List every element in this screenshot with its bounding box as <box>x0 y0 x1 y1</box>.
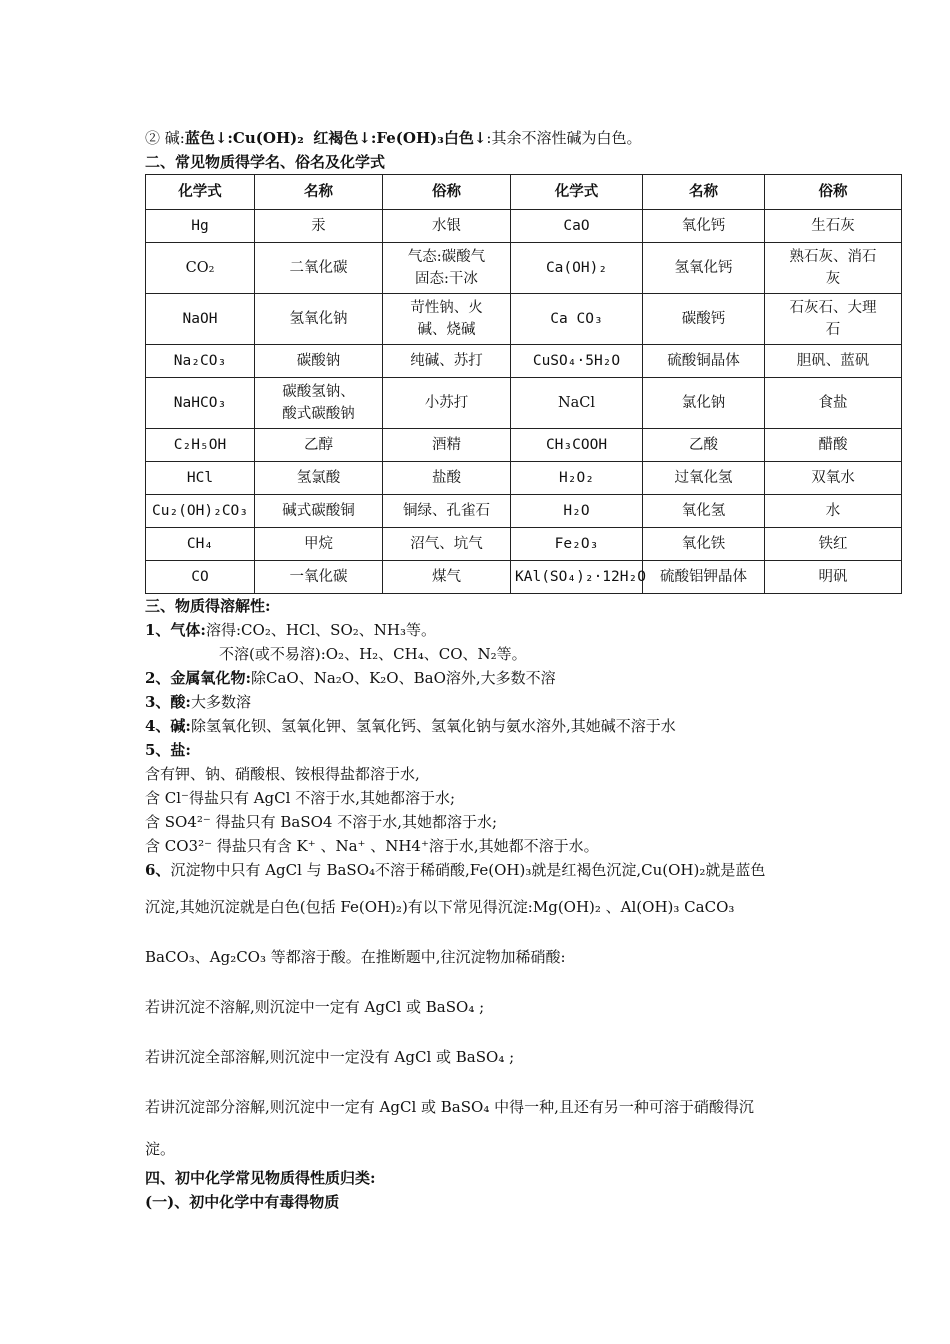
table-row <box>146 462 902 495</box>
table-cell: 氧化氢 <box>643 495 765 528</box>
table-cell: 苛性钠、火 碱、烧碱 <box>383 294 511 345</box>
table-row <box>146 345 902 378</box>
table-cell: CO₂ <box>146 243 255 294</box>
oxide-label: 2、金属氧化物: <box>145 669 251 687</box>
table-cell: 水银 <box>383 210 511 243</box>
table-cell: CaO <box>511 210 643 243</box>
table-row <box>146 561 902 594</box>
precipitate-label: 6、 <box>145 861 171 879</box>
section-3-title: 三、物质得溶解性: <box>145 597 271 615</box>
table-cell: NaOH <box>146 294 255 345</box>
precipitate-line-2: 沉淀,其她沉淀就是白色(包括 Fe(OH)₂)有以下常见得沉淀:Mg(OH)₂ 、Al(OH)₃ CaCO₃ <box>145 898 735 916</box>
table-cell: 小苏打 <box>383 378 511 429</box>
substance-table <box>145 174 902 594</box>
table-cell: Cu₂(OH)₂CO₃ <box>146 495 255 528</box>
table-cell: 氢氧化钠 <box>255 294 383 345</box>
gas-insoluble-line: 不溶(或不易溶):O₂、H₂、CH₄、CO、N₂等。 <box>219 645 527 663</box>
table-cell: 甲烷 <box>255 528 383 561</box>
table-cell: 汞 <box>255 210 383 243</box>
acid-text: 大多数溶 <box>190 693 251 711</box>
salt-line-1: 含有钾、钠、硝酸根、铵根得盐都溶于水, <box>145 765 420 783</box>
gas-line <box>145 618 905 642</box>
table-cell: 石灰石、大理 石 <box>765 294 902 345</box>
gas-label: 1、气体: <box>145 621 206 639</box>
blue-precipitate: 蓝色↓:Cu(OH)₂ <box>184 129 304 147</box>
table-cell: 碳酸氢钠、 酸式碳酸钠 <box>255 378 383 429</box>
table-row <box>146 378 902 429</box>
table-header-cell: 俗称 <box>765 175 902 210</box>
table-cell: 水 <box>765 495 902 528</box>
table-cell: H₂O₂ <box>511 462 643 495</box>
table-cell: 醋酸 <box>765 429 902 462</box>
table-cell: 一氧化碳 <box>255 561 383 594</box>
table-cell: Na₂CO₃ <box>146 345 255 378</box>
precipitate-line-7: 淀。 <box>145 1140 176 1158</box>
table-cell: NaHCO₃ <box>146 378 255 429</box>
salt-line-3: 含 SO4²⁻ 得盐只有 BaSO4 不溶于水,其她都溶于水; <box>145 813 498 831</box>
section-4-title: 四、初中化学常见物质得性质归类: <box>145 1169 376 1187</box>
table-cell: 二氧化碳 <box>255 243 383 294</box>
white-precipitate: 白色↓ <box>443 129 487 147</box>
salt-label: 5、盐: <box>145 741 191 759</box>
table-row <box>146 243 902 294</box>
precipitate-line-1 <box>145 858 905 882</box>
base-color-line <box>145 126 905 150</box>
table-cell: 沼气、坑气 <box>383 528 511 561</box>
table-cell: 生石灰 <box>765 210 902 243</box>
base-rest: :其余不溶性碱为白色。 <box>486 129 642 147</box>
salt-line-2: 含 Cl⁻得盐只有 AgCl 不溶于水,其她都溶于水; <box>145 789 456 807</box>
table-cell: 氧化钙 <box>643 210 765 243</box>
section-2-title: 二、常见物质得学名、俗名及化学式 <box>145 153 386 171</box>
table-cell: 氢氯酸 <box>255 462 383 495</box>
table-header-cell: 名称 <box>255 175 383 210</box>
table-cell: 铜绿、孔雀石 <box>383 495 511 528</box>
table-cell: 碳酸钠 <box>255 345 383 378</box>
table-cell: 碱式碳酸铜 <box>255 495 383 528</box>
table-cell: 气态:碳酸气 固态:干冰 <box>383 243 511 294</box>
table-cell: 过氧化氢 <box>643 462 765 495</box>
precipitate-line-6: 若讲沉淀部分溶解,则沉淀中一定有 AgCl 或 BaSO₄ 中得一种,且还有另一种可溶于硝酸得沉 <box>145 1098 754 1116</box>
table-cell: 碳酸钙 <box>643 294 765 345</box>
table-cell: 酒精 <box>383 429 511 462</box>
base-line <box>145 714 905 738</box>
table-header-row <box>146 175 902 210</box>
table-cell: KAl(SO₄)₂·12H₂O <box>511 561 643 594</box>
table-cell: NaCl <box>511 378 643 429</box>
table-cell: 硫酸铜晶体 <box>643 345 765 378</box>
base-label: 4、碱: <box>145 717 191 735</box>
table-cell: 明矾 <box>765 561 902 594</box>
table-cell: 食盐 <box>765 378 902 429</box>
section-4-sub-1: (一)、初中化学中有毒得物质 <box>145 1193 340 1211</box>
table-cell: CO <box>146 561 255 594</box>
table-header-cell: 俗称 <box>383 175 511 210</box>
table-cell: Hg <box>146 210 255 243</box>
table-cell: 纯碱、苏打 <box>383 345 511 378</box>
precipitate-text-1: 沉淀物中只有 AgCl 与 BaSO₄不溶于稀硝酸,Fe(OH)₃就是红褐色沉淀,Cu(OH)₂就是蓝色 <box>170 861 766 879</box>
table-cell: Ca CO₃ <box>511 294 643 345</box>
table-cell: 铁红 <box>765 528 902 561</box>
table-body <box>146 210 902 594</box>
table-row <box>146 495 902 528</box>
table-cell: CuSO₄·5H₂O <box>511 345 643 378</box>
precipitate-line-5: 若讲沉淀全部溶解,则沉淀中一定没有 AgCl 或 BaSO₄ ; <box>145 1048 515 1066</box>
table-cell: Fe₂O₃ <box>511 528 643 561</box>
redbrown-precipitate: 红褐色↓:Fe(OH)₃ <box>313 129 444 147</box>
table-cell: 乙醇 <box>255 429 383 462</box>
table-cell: 熟石灰、消石 灰 <box>765 243 902 294</box>
table-row <box>146 210 902 243</box>
precipitate-line-4: 若讲沉淀不溶解,则沉淀中一定有 AgCl 或 BaSO₄ ; <box>145 998 485 1016</box>
document-page <box>145 126 905 1214</box>
table-cell: HCl <box>146 462 255 495</box>
precipitate-line-3: BaCO₃、Ag₂CO₃ 等都溶于酸。在推断题中,往沉淀物加稀硝酸: <box>145 948 566 966</box>
table-header-cell: 化学式 <box>146 175 255 210</box>
table-cell: 胆矾、蓝矾 <box>765 345 902 378</box>
oxide-line <box>145 666 905 690</box>
table-cell: 煤气 <box>383 561 511 594</box>
table-cell: Ca(OH)₂ <box>511 243 643 294</box>
table-cell: H₂O <box>511 495 643 528</box>
table-cell: C₂H₅OH <box>146 429 255 462</box>
table-row <box>146 294 902 345</box>
table-cell: CH₄ <box>146 528 255 561</box>
table-cell: 双氧水 <box>765 462 902 495</box>
table-cell: 乙酸 <box>643 429 765 462</box>
table-cell: 氧化铁 <box>643 528 765 561</box>
table-cell: 硫酸铝钾晶体 <box>643 561 765 594</box>
table-row <box>146 429 902 462</box>
table-cell: 盐酸 <box>383 462 511 495</box>
salt-line-4: 含 CO3²⁻ 得盐只有含 K⁺ 、Na⁺ 、NH4⁺溶于水,其她都不溶于水。 <box>145 837 599 855</box>
table-header-cell: 化学式 <box>511 175 643 210</box>
acid-label: 3、酸: <box>145 693 191 711</box>
oxide-text: 除CaO、Na₂O、K₂O、BaO溶外,大多数不溶 <box>250 669 556 687</box>
base-text: 除氢氧化钡、氢氧化钾、氢氧化钙、氢氧化钠与氨水溶外,其她碱不溶于水 <box>190 717 676 735</box>
table-header-cell: 名称 <box>643 175 765 210</box>
acid-line <box>145 690 905 714</box>
base-prefix: ② 碱: <box>145 129 185 147</box>
table-cell: 氯化钠 <box>643 378 765 429</box>
table-row <box>146 528 902 561</box>
table-cell: CH₃COOH <box>511 429 643 462</box>
table-cell: 氢氧化钙 <box>643 243 765 294</box>
gas-soluble: 溶得:CO₂、HCl、SO₂、NH₃等。 <box>205 621 436 639</box>
